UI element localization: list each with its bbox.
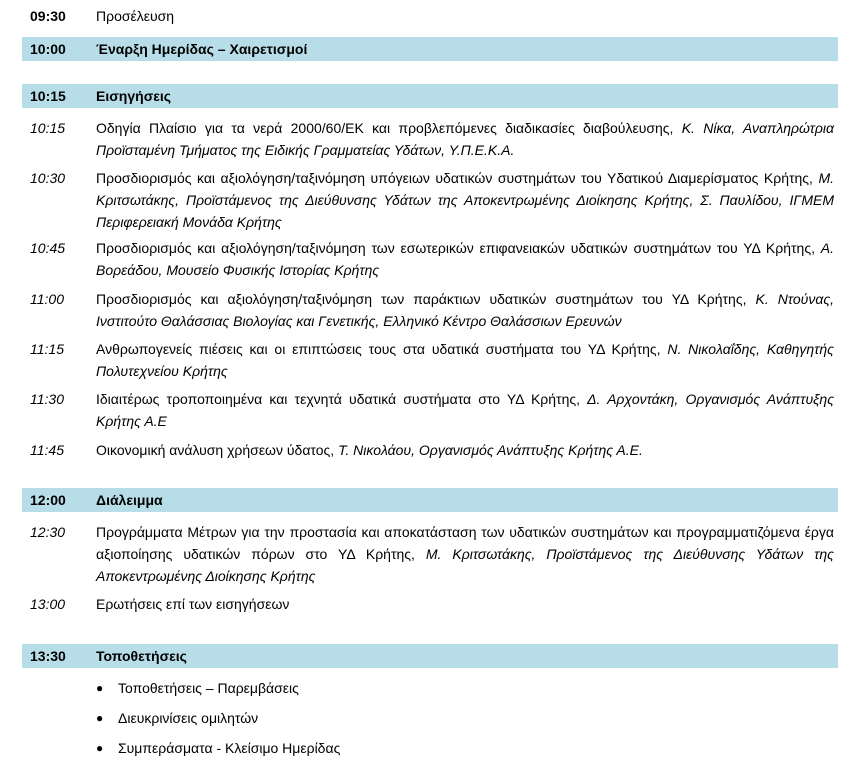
schedule-row-arrival	[22, 5, 838, 27]
time-label: 12:30	[30, 524, 66, 540]
list-item-label: Συμπεράσματα - Κλείσιμο Ημερίδας	[118, 740, 341, 756]
time-label: 09:30	[30, 8, 66, 24]
schedule-band-break	[22, 488, 838, 512]
talk-speaker: Μ. Κριτσωτάκης, Προϊστάμενος της Διεύθυνσης Υδάτων της Αποκεντρωμένης Διοίκησης Κρήτης	[96, 546, 834, 584]
talk-row	[22, 593, 838, 615]
time-label: 10:00	[30, 41, 66, 57]
time-label: 11:45	[30, 442, 64, 458]
talk-title: Προγράμματα Μέτρων για την προστασία και αποκατάσταση των υδατικών συστημάτων και προγραμματιζόμενα έργα αξιοποίησης υδατικών πόρων στο ΥΔ Κρήτης,	[96, 524, 834, 562]
talk-description	[96, 439, 838, 461]
talk-description	[96, 288, 838, 332]
schedule-band-positions	[22, 644, 838, 668]
bullet-icon: ●	[96, 711, 104, 725]
talk-speaker: Α. Βορεάδου, Μουσείο Φυσικής Ιστορίας Κρήτης	[96, 240, 834, 278]
talk-description	[96, 167, 838, 233]
time-label: 13:30	[30, 648, 66, 664]
talk-row	[22, 439, 838, 461]
bullet-icon: ●	[96, 681, 104, 695]
talk-title: Προσδιορισμός και αξιολόγηση/ταξινόμηση υπόγειων υδατικών συστημάτων του Υδατικού Διαμερίσματος Κρήτης,	[96, 170, 813, 186]
session-label: Τοποθετήσεις	[96, 648, 187, 664]
time-label: 12:00	[30, 492, 66, 508]
closing-bullet-list	[96, 676, 340, 766]
time-label: 10:30	[30, 170, 66, 186]
talk-row	[22, 167, 838, 233]
session-label: Διάλειμμα	[96, 492, 163, 508]
schedule-band-presentations	[22, 84, 838, 108]
talk-title: Οδηγία Πλαίσιο για τα νερά 2000/60/ΕΚ και προβλεπόμενες διαδικασίες διαβούλευσης,	[96, 120, 674, 136]
talk-description	[96, 388, 838, 432]
talk-row	[22, 521, 838, 587]
list-item-label: Τοποθετήσεις – Παρεμβάσεις	[118, 680, 299, 696]
talk-speaker: Κ. Ντούνας, Ινστιτούτο Θαλάσσιας Βιολογίας και Γενετικής, Ελληνικό Κέντρο Θαλάσσιων Ερευνών	[96, 291, 835, 329]
bullet-icon: ●	[96, 741, 104, 755]
time-label: 10:15	[30, 88, 66, 104]
list-item	[96, 676, 340, 706]
talk-speaker: Ν. Νικολαΐδης, Καθηγητής Πολυτεχνείου Κρήτης	[96, 341, 834, 379]
talk-description	[96, 237, 838, 281]
talk-row	[22, 338, 838, 382]
time-label: 11:30	[30, 391, 64, 407]
talk-title: Οικονομική ανάλυση χρήσεων ύδατος,	[96, 442, 335, 458]
list-item	[96, 736, 340, 766]
session-label: Έναρξη Ημερίδας – Χαιρετισμοί	[96, 41, 308, 57]
list-item	[96, 706, 340, 736]
talk-row	[22, 237, 838, 281]
talk-row	[22, 288, 838, 332]
session-label: Εισηγήσεις	[96, 88, 172, 104]
talk-row	[22, 117, 838, 161]
talk-title: Ερωτήσεις επί των εισηγήσεων	[96, 596, 290, 612]
talk-speaker: Κ. Νίκα, Αναπληρώτρια Προϊσταμένη Τμήματος της Ειδικής Γραμματείας Υδάτων, Υ.Π.Ε.Κ.Α.	[96, 120, 834, 158]
talk-description	[96, 521, 838, 587]
session-label: Προσέλευση	[96, 8, 175, 24]
talk-description	[96, 338, 838, 382]
talk-speaker: Δ. Αρχοντάκη, Οργανισμός Ανάπτυξης Κρήτης Α.Ε	[96, 391, 834, 429]
time-label: 11:00	[30, 291, 64, 307]
talk-speaker: Τ. Νικολάου, Οργανισμός Ανάπτυξης Κρήτης Α.Ε.	[338, 442, 643, 458]
time-label: 13:00	[30, 596, 66, 612]
talk-title: Προσδιορισμός και αξιολόγηση/ταξινόμηση των παράκτιων υδατικών συστημάτων του ΥΔ Κρήτης,	[96, 291, 747, 307]
talk-row	[22, 388, 838, 432]
time-label: 10:15	[30, 120, 66, 136]
talk-title: Ανθρωπογενείς πιέσεις και οι επιπτώσεις τους στα υδατικά συστήματα του ΥΔ Κρήτης,	[96, 341, 661, 357]
list-item-label: Διευκρινίσεις ομιλητών	[118, 710, 259, 726]
talk-description	[96, 593, 838, 615]
time-label: 10:45	[30, 240, 66, 256]
schedule-band-opening	[22, 37, 838, 61]
talk-title: Προσδιορισμός και αξιολόγηση/ταξινόμηση των εσωτερικών επιφανειακών υδατικών συστημάτων του ΥΔ Κρήτης,	[96, 240, 815, 256]
talk-title: Ιδιαιτέρως τροποποιημένα και τεχνητά υδατικά συστήματα στο ΥΔ Κρήτης,	[96, 391, 580, 407]
time-label: 11:15	[30, 341, 64, 357]
talk-speaker: Μ. Κριτσωτάκης, Προϊστάμενος της Διεύθυνσης Υδάτων της Αποκεντρωμένης Διοίκησης Κρήτης, Σ. Παυλίδου, ΙΓΜΕΜ Περιφερειακή Μονάδα Κρήτης	[96, 170, 834, 230]
talk-description	[96, 117, 838, 161]
